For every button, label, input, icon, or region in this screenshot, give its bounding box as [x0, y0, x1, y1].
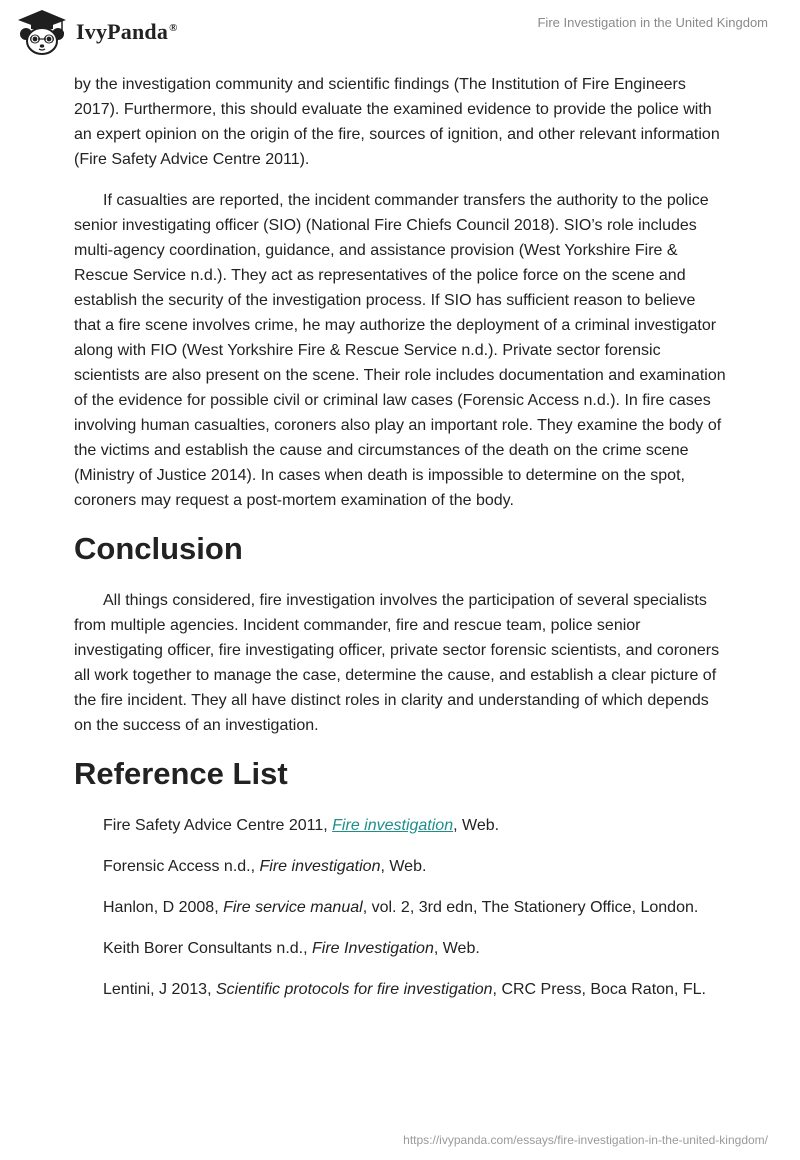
panda-graduate-logo-icon: [16, 8, 68, 56]
reference-item: Fire Safety Advice Centre 2011, Fire investigation, Web.: [103, 817, 500, 834]
reference-item: Lentini, J 2013, Scientific protocols for fire investigation, CRC Press, Boca Raton, FL.: [103, 981, 706, 998]
page-header: [0, 0, 800, 70]
reference-list-heading: Reference List: [74, 756, 288, 791]
page-url: https://ivypanda.com/essays/fire-investigation-in-the-united-kingdom/: [403, 1133, 768, 1147]
logo-wordmark: IvyPanda®: [76, 19, 178, 44]
reference-item: Keith Borer Consultants n.d., Fire Investigation, Web.: [103, 940, 480, 957]
conclusion-paragraph: All things considered, fire investigation involves the participation of several specialists from multiple agencies. Incident commander, fire and rescue team, police senior investigating officer, fire investigating officer, private sector forensic scientists, and coroners all work together to manage the case, determine the cause, and establish a clear picture of the fire incident. They all have distinct roles in clarity and understanding of which depends on the success of an investigation.: [74, 592, 720, 734]
essay-content: [74, 72, 726, 1018]
reference-item: Hanlon, D 2008, Fire service manual, vol. 2, 3rd edn, The Stationery Office, London.: [103, 899, 699, 916]
body-paragraph: If casualties are reported, the incident commander transfers the authority to the police senior investigating officer (SIO) (National Fire Chiefs Council 2018). SIO’s role includes multi-agency coordination, guidance, and assistance provision (West Yorkshire Fire & Rescue Service n.d.). They act as representatives of the police force on the scene and establish the security of the investigation process. If SIO has sufficient reason to believe that a fire scene involves crime, he may authorize the deployment of a criminal investigator along with FIO (West Yorkshire Fire & Rescue Service n.d.). Private sector forensic scientists are also present on the scene. Their role includes documentation and examination of the evidence for possible civil or criminal law cases (Forensic Access n.d.). In fire cases involving human casualties, coroners also play an important role. They examine the body of the victims and establish the cause and circumstances of the death on the crime scene (Ministry of Justice 2014). In cases when death is impossible to determine on the spot, coroners may request a post-mortem examination of the body.: [74, 192, 726, 509]
reference-link[interactable]: Fire investigation: [332, 817, 454, 834]
body-paragraph: by the investigation community and scientific findings (The Institution of Fire Engineers 2017). Furthermore, this should evaluate the examined evidence to provide the police with an expert opinion on the origin of the fire, sources of ignition, and other relevant information (Fire Safety Advice Centre 2011).: [74, 76, 720, 168]
conclusion-heading: Conclusion: [74, 531, 243, 566]
document-title: Fire Investigation in the United Kingdom: [537, 15, 768, 30]
reference-item: Forensic Access n.d., Fire investigation, Web.: [103, 858, 427, 875]
brand-logo[interactable]: [16, 8, 178, 56]
